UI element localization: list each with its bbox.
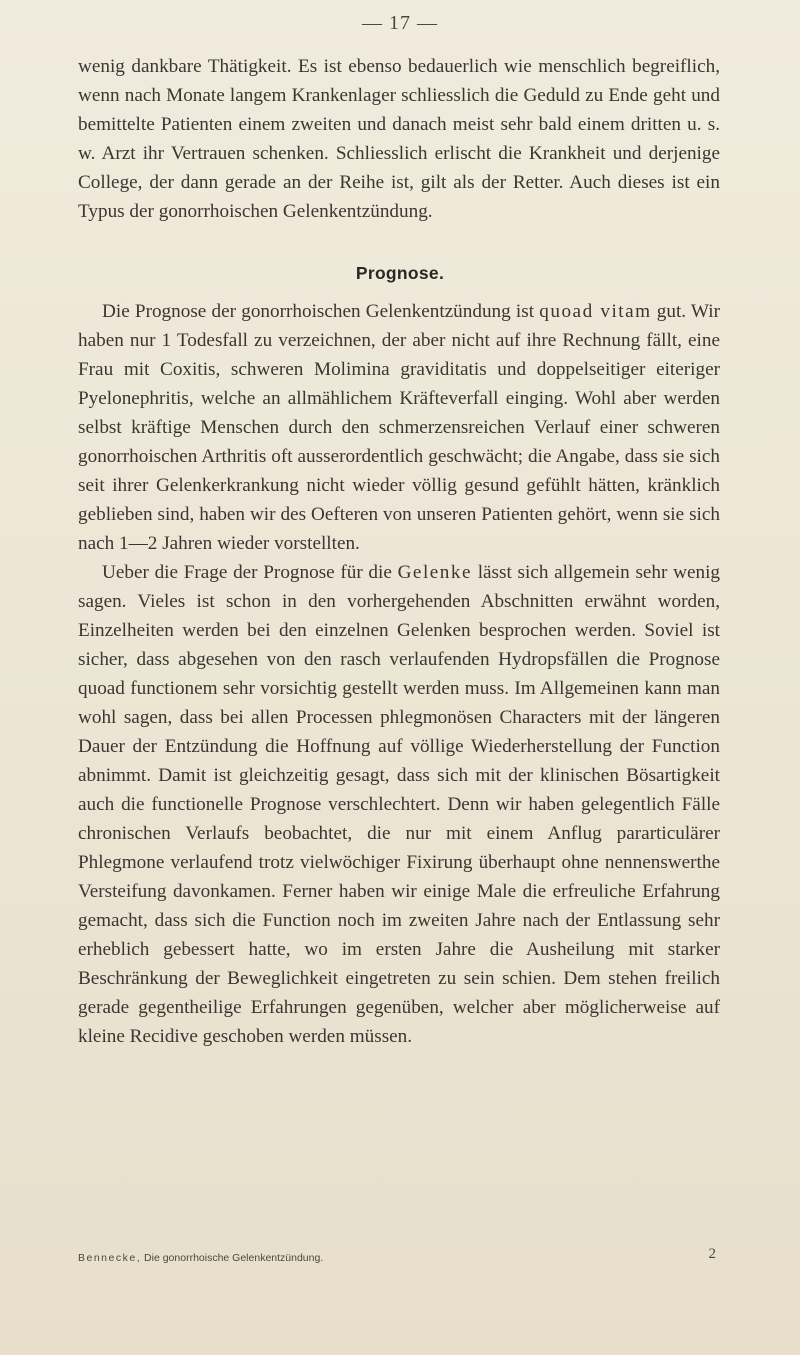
- emphasized-text: quoad vitam: [539, 301, 652, 322]
- section-heading: Prognose.: [355, 263, 445, 283]
- page-number: — 17 —: [362, 12, 438, 34]
- paragraph-joints: [78, 558, 720, 1051]
- intro-paragraph: wenig dankbare Thätigkeit. Es ist ebenso bedauerlich wie menschlich begreiflich, wenn nach Monate langem Krankenlager schliesslich die Geduld zu Ende geht und bemittelte Patienten einem zweiten und danach meist sehr bald einem dritten u. s. w. Arzt ihr Vertrauen schenken. Schliesslich erlischt die Krankheit und derjenige College, der dann gerade an der Reihe ist, gilt als der Retter. Auch dieses ist ein Typus der gonorrhoischen Gelenkentzündung.: [78, 56, 720, 222]
- paragraph-text: gut. Wir haben nur 1 Todesfall zu verzeichnen, der aber nicht auf ihre Rechnung fällt, eine Frau mit Coxitis, schweren Molimina graviditatis und doppelseitiger eiteriger Pyelonephritis, welche an allmählichem Kräfteverfall einging. Wohl aber werden selbst kräftige Menschen durch den schmerzensreichen Verlauf einer schweren gonorrhoischen Arthritis oft ausserordentlich geschwächt; die Angabe, dass sie sich seit ihrer Gelenkerkrankung nicht wieder völlig gesund gefühlt hätten, kränklich geblieben sind, haben wir des Oefteren von unseren Patienten gehört, wenn sie sich nach 1—2 Jahren wieder vorstellten.: [78, 301, 720, 554]
- page-footer: [78, 1246, 720, 1270]
- footnote-title: Die gonorrhoische Gelenkentzündung.: [141, 1252, 324, 1264]
- paragraph-text: Die Prognose der gonorrhoischen Gelenkentzündung ist: [102, 301, 540, 322]
- intro-paragraph-block: [78, 52, 720, 226]
- footnote-author: Bennecke,: [78, 1252, 142, 1264]
- running-footnote: [78, 1252, 323, 1264]
- paragraph-text: lässt sich allgemein sehr wenig sagen. Vieles ist schon in den vorhergehenden Abschnitten erwähnt worden, Einzelheiten werden bei den einzelnen Gelenken besprochen werden. Soviel ist sicher, dass abgesehen von den rasch verlaufenden Hydropsfällen die Prognose quoad functionem sehr vorsichtig gestellt werden muss. Im Allgemeinen kann man wohl sagen, dass bei allen Processen phlegmonösen Characters mit der längeren Dauer der Entzündung die Hoffnung auf völlige Wiederherstellung der Function abnimmt. Damit ist gleichzeitig gesagt, dass sich mit der klinischen Bösartigkeit auch die functionelle Prognose verschlechtert. Denn wir haben gelegentlich Fälle chronischen Verlaufs beobachtet, die nur mit einem Anflug pararticulärer Phlegmone verlaufend trotz vielwöchiger Fixirung überhaupt ohne nennenswerthe Versteifung davonkamen. Ferner haben wir einige Male die erfreuliche Erfahrung gemacht, dass sich die Function noch im zweiten Jahre nach der Entlassung sehr erheblich gebessert hatte, wo im ersten Jahre die Ausheilung mit starker Beschränkung der Beweglichkeit eingetreten zu sein schien. Dem stehen freilich gerade gegentheilige Erfahrungen gegenüben, welcher aber möglicherweise auf kleine Recidive geschoben werden müssen.: [78, 562, 720, 1047]
- prognosis-section-body: [78, 297, 720, 1051]
- emphasized-text: Gelenke: [397, 562, 473, 583]
- paragraph-text: Ueber die Frage der Prognose für die: [102, 562, 398, 583]
- printer-signature: 2: [708, 1246, 716, 1262]
- paragraph-quoad-vitam: [78, 297, 720, 558]
